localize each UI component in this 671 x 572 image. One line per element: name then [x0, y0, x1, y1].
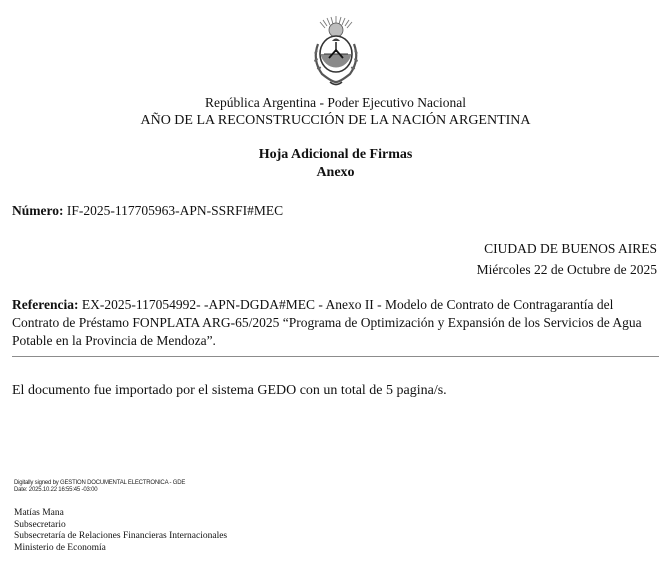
- date: Miércoles 22 de Octubre de 2025: [476, 262, 657, 277]
- city: CIUDAD DE BUENOS AIRES: [484, 241, 657, 256]
- digital-signature-signer: Digitally signed by GESTION DOCUMENTAL ELECTRONICA - GDE: [14, 480, 186, 486]
- import-notice: El documento fue importado por el sistema GEDO con un total de 5 pagina/s.: [12, 383, 447, 398]
- signer-title: Subsecretario: [14, 519, 66, 530]
- document-number-value: IF-2025-117705963-APN-SSRFI#MEC: [66, 203, 284, 218]
- reference-text: EX-2025-117054992- -APN-DGDA#MEC - Anexo II - Modelo de Contrato de Contragarantía del Contrato de Préstamo FONPLATA ARG-65/2025 “Programa de Optimización y Expansión de los Servicios de Agua Potable en la Provincia de Mendoza”.: [12, 297, 642, 348]
- document-subtitle: Anexo: [316, 165, 355, 180]
- reference-label: Referencia:: [12, 297, 79, 312]
- document-title: Hoja Adicional de Firmas: [258, 147, 413, 162]
- document-number-label: Número:: [12, 203, 64, 218]
- signer-office: Subsecretaría de Relaciones Financieras Internacionales: [14, 531, 228, 541]
- signer-name: Matías Mana: [14, 508, 64, 518]
- signer-ministry: Ministerio de Economía: [14, 542, 106, 553]
- divider: [12, 356, 659, 357]
- reference: [12, 296, 662, 350]
- digital-signature-stamp: [14, 480, 185, 494]
- year-motto: AÑO DE LA RECONSTRUCCIÓN DE LA NACIÓN ARGENTINA: [140, 113, 531, 128]
- government-line: República Argentina - Poder Ejecutivo Nacional: [204, 95, 467, 110]
- national-coat-of-arms-icon: [310, 14, 362, 92]
- signature-block: [14, 508, 227, 554]
- digital-signature-date: Date: 2025.10.22 16:55:45 -03:00: [14, 487, 98, 493]
- document-number: [12, 203, 283, 219]
